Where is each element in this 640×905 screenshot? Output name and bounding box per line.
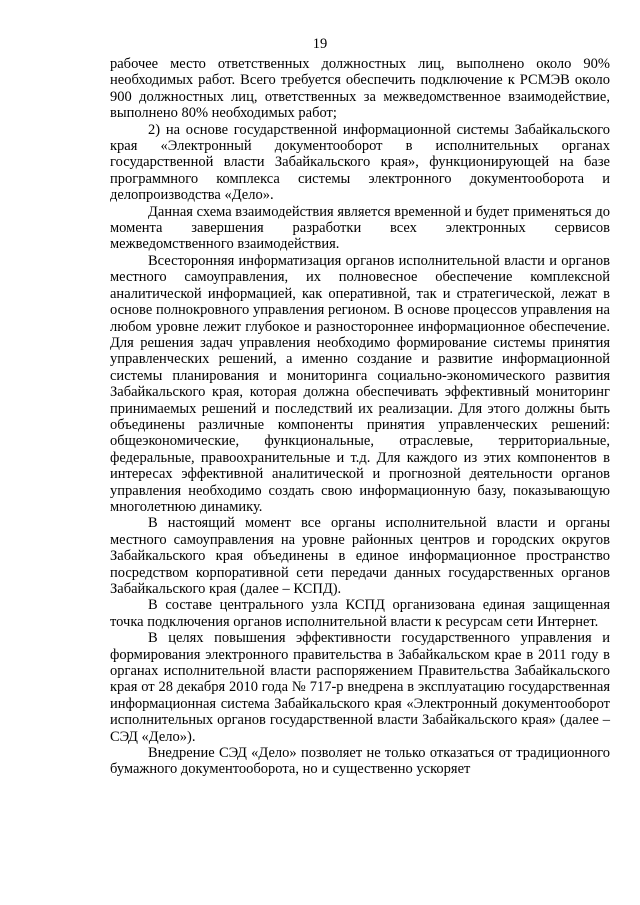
paragraph-informatization: Всесторонняя информатизация органов исполнительной власти и органов местного самоуправления, их полновесное обеспечение комплексной аналитической информацией, как оперативной, так и стратегической, лежат в основе полнокровного управления регионом. В основе процессов управления на любом уровне лежит глубокое и разностороннее информационное обеспечение. Для решения задач управления необходимо формирование системы принятия управленческих решений, а именно создание и развитие информационной системы планирования и мониторинга социально-экономического развития Забайкальского края, которая должна обеспечивать эффективный мониторинг принимаемых решений и последствий их реализации. Для этого должны быть объединены различные компоненты принятия управленческих решений: общеэкономические, функциональные, отраслевые, территориальные, федеральные, правоохранительные и т.д. Для каждого из этих компонентов в интересах эффективной аналитической и прогнозной деятельности органов управления необходимо создать свою информационную базу, показывающую многолетнюю динамику.	[110, 252, 610, 515]
paragraph-continuation: рабочее место ответственных должностных лиц, выполнено около 90% необходимых работ. Всего требуется обеспечить подключение к РСМЭВ около 900 должностных лиц, ответственных за межведомственное взаимодействие, выполнено 80% необходимых работ;	[110, 56, 610, 122]
paragraph-sed-benefits: Внедрение СЭД «Дело» позволяет не только отказаться от традиционного бумажного документооборота, но и существенно ускоряет	[110, 745, 610, 778]
paragraph-kspd: В настоящий момент все органы исполнительной власти и органы местного самоуправления на уровне районных центров и городских округов Забайкальского края объединены в единое информационное пространство посредством корпоративной сети передачи данных государственных органов Забайкальского края (далее – КСПД).	[110, 515, 610, 597]
paragraph-central-node: В составе центрального узла КСПД организована единая защищенная точка подключения органов исполнительной власти к ресурсам сети Интернет.	[110, 597, 610, 630]
paragraph-temporary-scheme: Данная схема взаимодействия является временной и будет применяться до момента завершения разработки всех электронных сервисов межведомственного взаимодействия.	[110, 203, 610, 253]
paragraph-sed-implementation: В целях повышения эффективности государственного управления и формирования электронного правительства в Забайкальском крае в 2011 году в органах исполнительной власти распоряжением Правительства Забайкальского края от 28 декабря 2010 года № 717-р внедрена в эксплуатацию государственная информационная система Забайкальского края «Электронный документооборот исполнительных органов государственной власти Забайкальского края» (далее – СЭД «Дело»).	[110, 630, 610, 745]
paragraph-item-2: 2) на основе государственной информационной системы Забайкальского края «Электронный документооборот в исполнительных органах государственной власти Забайкальского края», функционирующей на базе программного комплекса системы электронного документооборота и делопроизводства «Дело».	[110, 121, 610, 204]
page-number: 19	[312, 36, 328, 52]
document-body	[110, 56, 610, 778]
